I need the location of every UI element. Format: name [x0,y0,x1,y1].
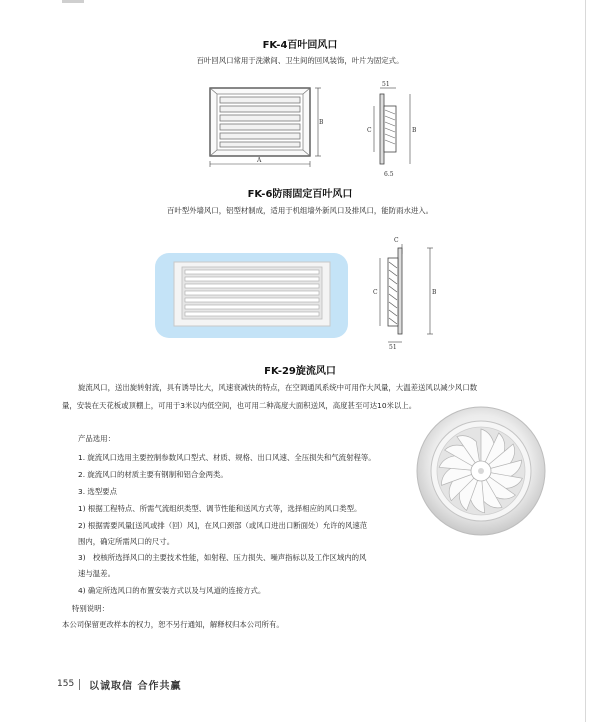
list-item: 3. 选型要点 [78,487,117,496]
fk6-dim-c-top: C [394,237,399,244]
fk4-title: FK-4百叶回风口 [262,40,338,51]
special-note-text: 本公司保留更改样本的权力，恕不另行通知，解释权归本公司所有。 [62,620,284,629]
top-decoration [62,0,84,3]
product-selection-label: 产品选用： [78,434,115,443]
footer-divider [79,679,80,690]
list-item: 3) 校核所选择风口的主要技术性能，如射程、压力损失、噪声指标以及工作区域内的风 [78,553,367,562]
fk6-grille-photo [172,260,332,328]
list-item: 速与温差。 [78,569,115,578]
fk4-dim-b: B [319,119,324,126]
fk4-front-drawing [196,84,326,174]
fk29-intro-line-2: 量，安装在天花板或顶棚上，可用于3米以内低空间，也可用二种高度大面积送风，高度甚至可达10米以上。 [62,401,417,410]
fk4-dim-b-side: B [412,127,417,134]
fk4-dim-a: A [257,157,262,164]
list-item: 2) 根据需要风量[送风或排（回）风]，在风口颈部（或风口进出口断面处）允许的风速范 [78,521,368,530]
list-item: 4) 确定所选风口的布置安装方式以及与风道的连接方式。 [78,586,266,595]
fk4-side-drawing [362,80,422,180]
list-item: 2. 旋流风口的材质主要有钢制和铝合金两类。 [78,470,228,479]
fk6-description: 百叶型外墙风口，铝型材制成，适用于机组墙外新风口及排风口，能防雨水进入。 [166,206,434,215]
footer-slogan: 以诚取信 合作共赢 [89,681,182,692]
fk29-title: FK-29旋流风口 [264,366,336,377]
fk6-dim-c: C [373,289,378,296]
fk29-intro-line-1: 旋流风口，送出旋转射流，具有诱导比大，风速衰减快的特点，在空调通风系统中可用作大风量，大温差送风以减少风口数 [78,383,478,392]
fk6-side-drawing [366,232,440,350]
list-item: 1. 旋流风口选用主要控制参数风口型式、材质、规格、出口风速、全压损失和气流射程等。 [78,453,376,462]
list-item: 围内，确定所需风口的尺寸。 [78,537,175,546]
page-edge-line [585,0,586,722]
fk4-dim-side-bottom: 6.5 [384,171,394,178]
list-item: 1) 根据工程特点、所需气流组织类型、调节性能和送风方式等，选择相应的风口类型。 [78,504,362,513]
fk6-dim-bottom: 51 [389,344,397,350]
swirl-diffuser-photo [414,404,548,538]
fk6-title: FK-6防雨固定百叶风口 [247,189,353,200]
fk4-dim-c: C [367,127,372,134]
page-number: 155 [57,679,75,689]
fk4-description: 百叶回风口常用于洗漱间、卫生间的回风装饰，叶片为固定式。 [196,56,404,65]
fk4-dim-side-top: 51 [382,81,390,88]
special-note-label: 特别说明： [72,604,109,613]
fk6-dim-b: B [432,289,437,296]
